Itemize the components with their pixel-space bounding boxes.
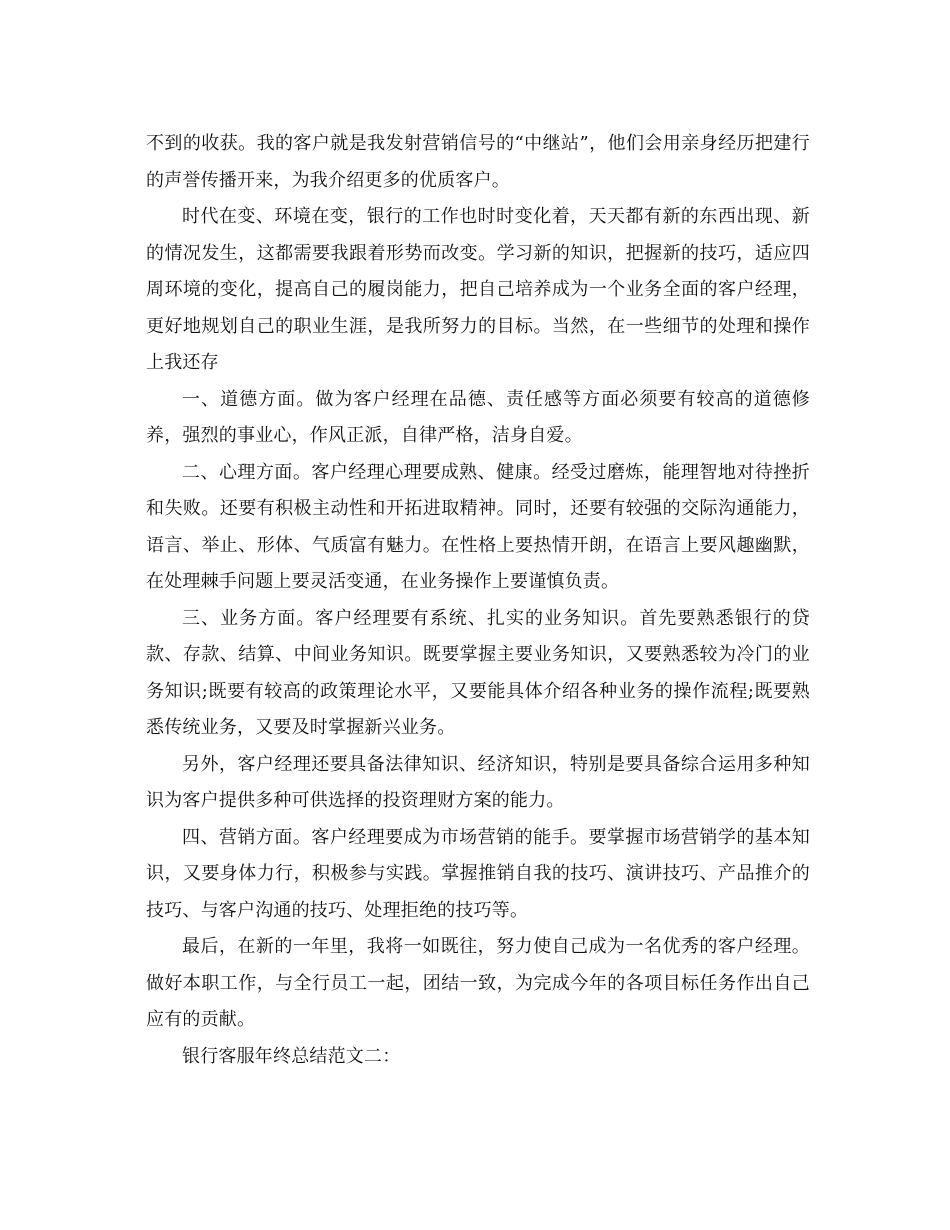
paragraph-8: 最后，在新的一年里，我将一如既往，努力使自己成为一名优秀的客户经理。做好本职工作，与全行员工一起，团结一致，为完成今年的各项目标任务作出自己应有的贡献。 bbox=[146, 936, 810, 1030]
paragraph-4: 二、心理方面。客户经理心理要成熟、健康。经受过磨炼，能理智地对待挫折和失败。还要有积极主动性和开拓进取精神。同时，还要有较强的交际沟通能力，语言、举止、形体、气质富有魅力。在性格上要热情开朗，在语言上要风趣幽默，在处理棘手问题上要灵活变通，在业务操作上要谨慎负责。 bbox=[146, 461, 810, 592]
paragraph-9: 银行客服年终总结范文二： bbox=[182, 1045, 401, 1067]
paragraph-5: 三、业务方面。客户经理要有系统、扎实的业务知识。首先要熟悉银行的贷款、存款、结算、中间业务知识。既要掌握主要业务知识，又要熟悉较为冷门的业务知识;既要有较高的政策理论水平，又要能具体介绍各种业务的操作流程;既要熟悉传统业务，又要及时掌握新兴业务。 bbox=[146, 607, 810, 738]
paragraph-1: 不到的收获。我的客户就是我发射营销信号的“中继站”，他们会用亲身经历把建行的声誉传播开来，为我介绍更多的优质客户。 bbox=[146, 133, 810, 191]
paragraph-6: 另外，客户经理还要具备法律知识、经济知识，特别是要具备综合运用多种知识为客户提供多种可供选择的投资理财方案的能力。 bbox=[146, 753, 810, 811]
paragraph-3: 一、道德方面。做为客户经理在品德、责任感等方面必须要有较高的道德修养，强烈的事业心，作风正派，自律严格，洁身自爱。 bbox=[146, 388, 810, 446]
document-body bbox=[146, 126, 810, 1075]
paragraph-2: 时代在变、环境在变，银行的工作也时时变化着，天天都有新的东西出现、新的情况发生，这都需要我跟着形势而改变。学习新的知识，把握新的技巧，适应四周环境的变化，提高自己的履岗能力，把自己培养成为一个业务全面的客户经理，更好地规划自己的职业生涯，是我所努力的目标。当然，在一些细节的处理和操作上我还存 bbox=[146, 206, 810, 373]
paragraph-7: 四、营销方面。客户经理要成为市场营销的能手。要掌握市场营销学的基本知识，又要身体力行，积极参与实践。掌握推销自我的技巧、演讲技巧、产品推介的技巧、与客户沟通的技巧、处理拒绝的技巧等。 bbox=[146, 826, 810, 921]
